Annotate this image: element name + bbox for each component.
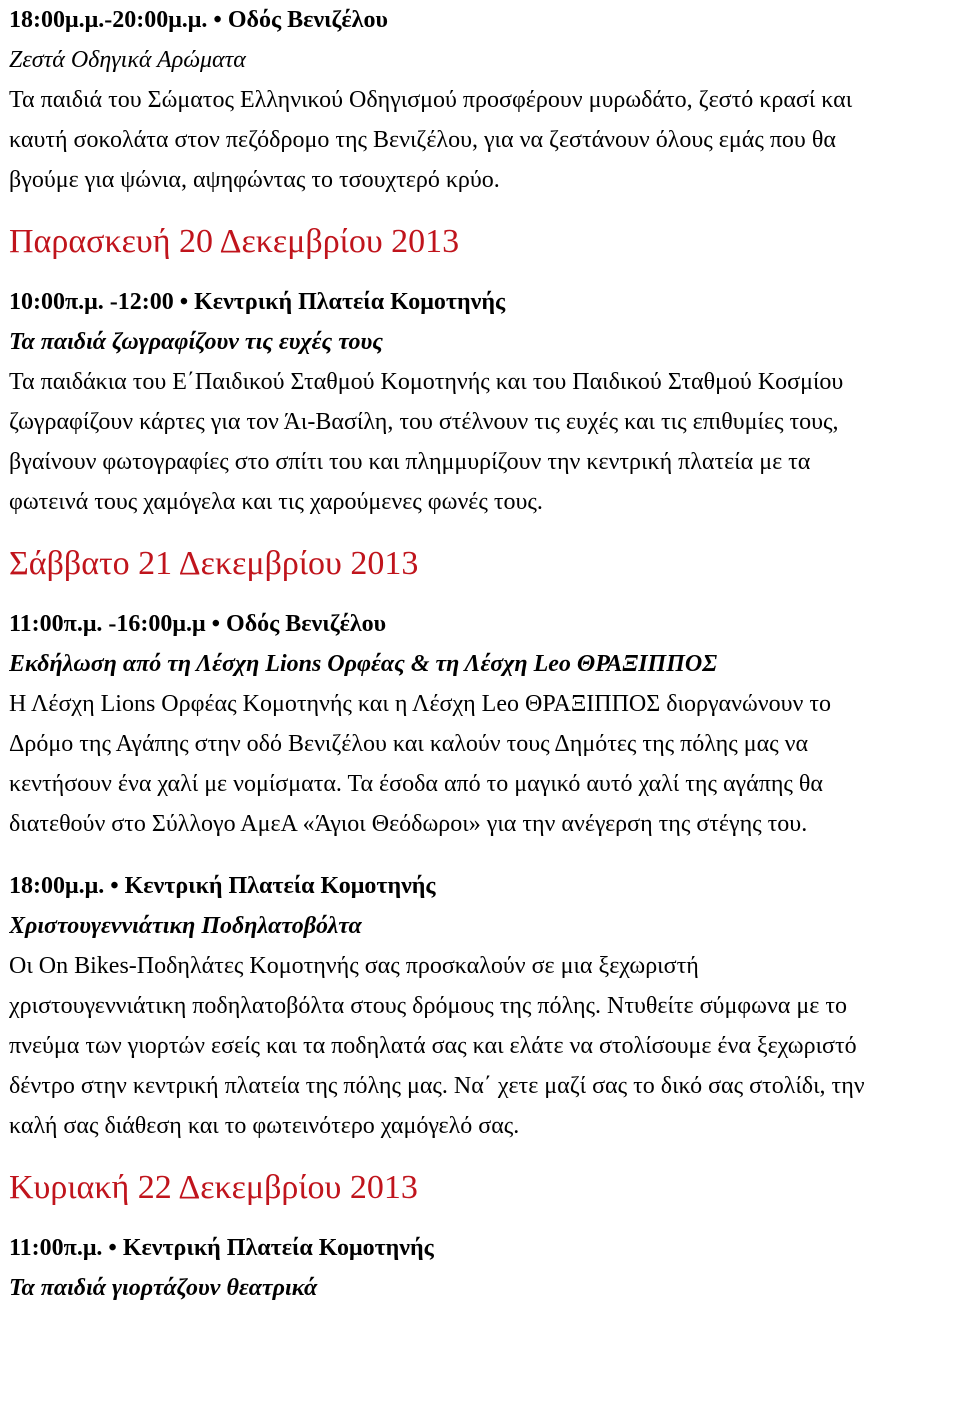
event-time-location: [9, 604, 952, 644]
event-time-location: [9, 866, 952, 906]
event-title: Τα παιδιά γιορτάζουν θεατρικά: [9, 1275, 318, 1301]
bullet-icon: •: [110, 873, 119, 899]
day-heading: Σάββατο 21 Δεκεμβρίου 2013: [9, 545, 419, 582]
event-location: Οδός Βενιζέλου: [226, 611, 387, 637]
event-description-line: Τα παιδιά του Σώματος Ελληνικού Οδηγισμού προσφέρουν μυρωδάτο, ζεστό κρασί και: [9, 87, 853, 113]
event-description-line: φωτεινά τους χαμόγελα και τις χαρούμενες φωνές τους.: [9, 489, 543, 515]
event-description-line: καυτή σοκολάτα στον πεζόδρομο της Βενιζέλου, για να ζεστάνουν όλους εμάς που θα: [9, 127, 836, 153]
event-description-line: Τα παιδάκια του Ε΄Παιδικού Σταθμού Κομοτηνής και του Παιδικού Σταθμού Κοσμίου: [9, 369, 844, 395]
bullet-icon: •: [211, 611, 221, 637]
event-title: Χριστουγεννιάτικη Ποδηλατοβόλτα: [9, 913, 362, 939]
event-time: 11:00π.μ.: [9, 1235, 103, 1261]
event-time: 18:00μ.μ.: [9, 873, 105, 899]
event-time: 11:00π.μ. -16:00μ.μ: [9, 611, 206, 637]
event-title: Εκδήλωση από τη Λέσχη Lions Ορφέας & τη Λέσχη Leo ΘΡΑΞΙΠΠΟΣ: [9, 651, 718, 677]
event-description-line: Η Λέσχη Lions Ορφέας Κομοτηνής και η Λέσχη Leo ΘΡΑΞΙΠΠΟΣ διοργανώνουν το: [9, 691, 832, 717]
bullet-icon: •: [179, 289, 189, 315]
event-time-location: [9, 282, 952, 322]
event-location: Οδός Βενιζέλου: [227, 7, 388, 33]
event-description-line: καλή σας διάθεση και το φωτεινότερο χαμόγελό σας.: [9, 1113, 520, 1139]
day-heading: Κυριακή 22 Δεκεμβρίου 2013: [9, 1169, 418, 1206]
event-description-line: Οι On Bikes-Ποδηλάτες Κομοτηνής σας προσκαλούν σε μια ξεχωριστή: [9, 953, 699, 979]
bullet-icon: •: [213, 7, 222, 33]
event-block: [9, 0, 952, 200]
event-time-location: [9, 0, 952, 40]
event-block: [9, 282, 952, 522]
event-description-line: κεντήσουν ένα χαλί με νομίσματα. Τα έσοδα από το μαγικό αυτό χαλί της αγάπης θα: [9, 771, 823, 797]
event-time-location: [9, 1228, 952, 1268]
event-title: Τα παιδιά ζωγραφίζουν τις ευχές τους: [9, 329, 383, 355]
day-heading: Παρασκευή 20 Δεκεμβρίου 2013: [9, 223, 460, 260]
event-description-line: βγαίνουν φωτογραφίες στο σπίτι του και πλημμυρίζουν την κεντρική πλατεία με τα: [9, 449, 811, 475]
event-description-line: διατεθούν στο Σύλλογο ΑμεΑ «Άγιοι Θεόδωροι» για την ανέγερση της στέγης του.: [9, 811, 808, 837]
event-description-line: χριστουγεννιάτικη ποδηλατοβόλτα στους δρόμους της πόλης. Ντυθείτε σύμφωνα με το: [9, 993, 847, 1019]
bullet-icon: •: [108, 1235, 117, 1261]
event-time: 10:00π.μ. -12:00: [9, 289, 174, 315]
event-description-line: ζωγραφίζουν κάρτες για τον Άι-Βασίλη, του στέλνουν τις ευχές και τις επιθυμίες τους,: [9, 409, 839, 435]
event-title: Ζεστά Οδηγικά Αρώματα: [9, 47, 246, 73]
event-location: Κεντρική Πλατεία Κομοτηνής: [122, 1235, 434, 1261]
event-description-line: δέντρο στην κεντρική πλατεία της πόλης μας. Να΄ χετε μαζί σας το δικό σας στολίδι, την: [9, 1073, 865, 1099]
event-location: Κεντρική Πλατεία Κομοτηνής: [194, 289, 506, 315]
event-block: [9, 866, 952, 1146]
event-block: [9, 604, 952, 844]
event-block: [9, 1228, 952, 1308]
event-description-line: Δρόμο της Αγάπης στην οδό Βενιζέλου και καλούν τους Δημότες της πόλης μας να: [9, 731, 809, 757]
event-time: 18:00μ.μ.-20:00μ.μ.: [9, 7, 208, 33]
event-description-line: βγούμε για ψώνια, αψηφώντας το τσουχτερό κρύο.: [9, 167, 500, 193]
event-description-line: πνεύμα των γιορτών εσείς και τα ποδηλατά σας και ελάτε να στολίσουμε ένα ξεχωριστό: [9, 1033, 857, 1059]
event-location: Κεντρική Πλατεία Κομοτηνής: [124, 873, 436, 899]
